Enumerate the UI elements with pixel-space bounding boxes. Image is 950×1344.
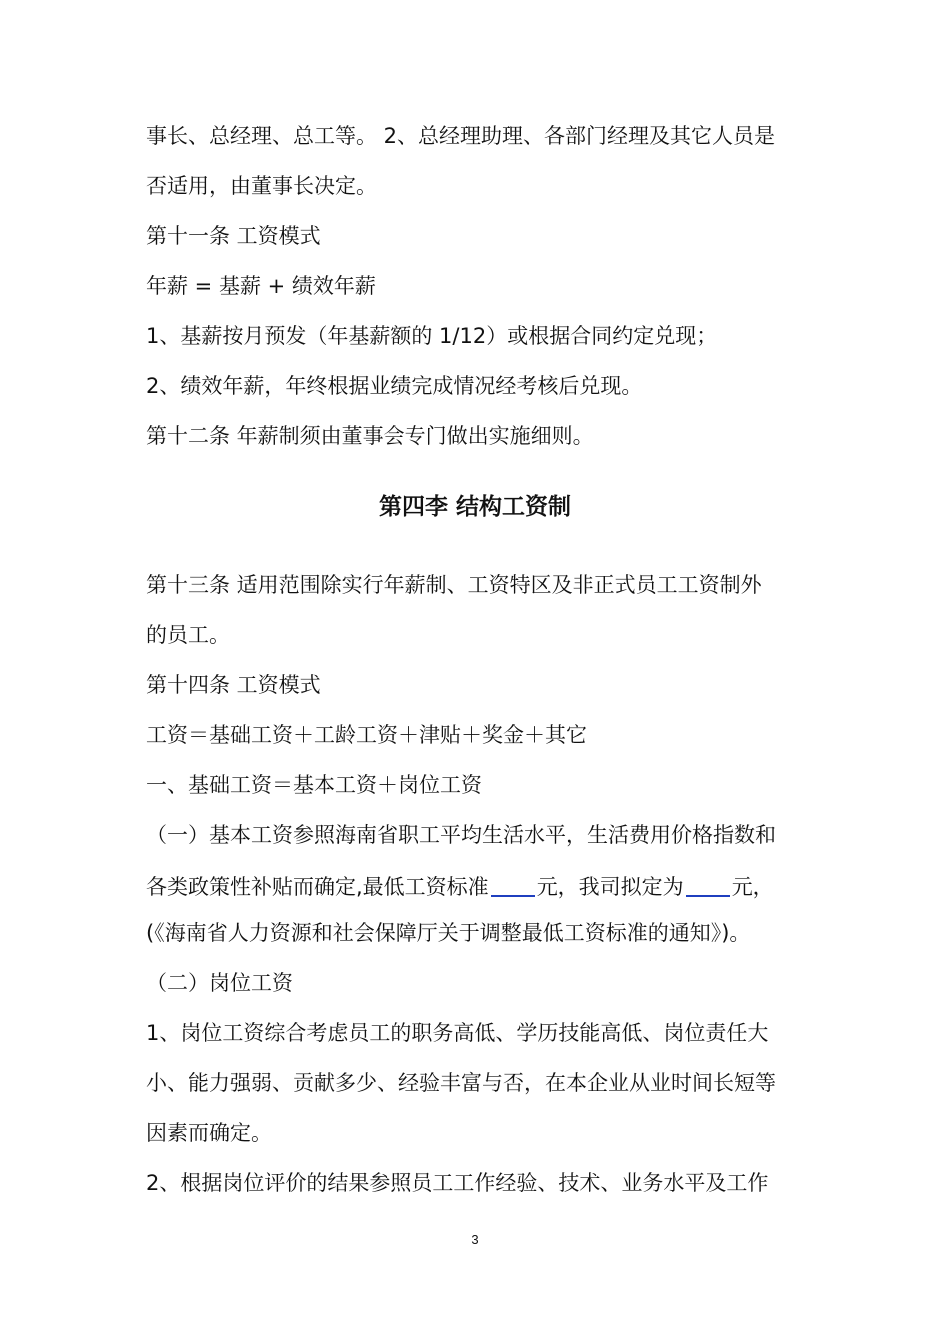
text-fragment: 元， bbox=[731, 875, 774, 899]
text-fragment: 各类政策性补贴而确定,最低工资标准 bbox=[146, 875, 489, 899]
text-line: （一）基本工资参照海南省职工平均生活水平，生活费用价格指数和 bbox=[146, 823, 776, 847]
article-12: 第十二条 年薪制须由董事会专门做出实施细则。 bbox=[146, 424, 594, 448]
formula-salary: 工资＝基础工资＋工龄工资＋津贴＋奖金＋其它 bbox=[146, 723, 587, 747]
text-line: 否适用，由董事长决定。 bbox=[146, 174, 377, 198]
formula-annual-salary: 年薪 = 基薪 + 绩效年薪 bbox=[146, 274, 376, 298]
text-line: 1、基薪按月预发（年基薪额的 1/12）或根据合同约定兑现； bbox=[146, 324, 718, 348]
subsection-heading: （二）岗位工资 bbox=[146, 971, 293, 995]
page-number: 3 bbox=[471, 1232, 479, 1247]
text-line: 的员工。 bbox=[146, 623, 230, 647]
article-14-heading: 第十四条 工资模式 bbox=[146, 673, 321, 697]
text-line: (《海南省人力资源和社会保障厅关于调整最低工资标准的通知》)。 bbox=[146, 921, 751, 945]
text-line: 一、基础工资＝基本工资＋岗位工资 bbox=[146, 773, 482, 797]
text-line: 事长、总经理、总工等。 2、总经理助理、各部门经理及其它人员是 bbox=[146, 124, 776, 148]
fill-in-blank[interactable] bbox=[491, 873, 535, 897]
text-line: 2、根据岗位评价的结果参照员工工作经验、技术、业务水平及工作 bbox=[146, 1171, 769, 1195]
text-line: 小、能力强弱、贡献多少、经验丰富与否，在本企业从业时间长短等 bbox=[146, 1071, 776, 1095]
text-line: 2、绩效年薪，年终根据业绩完成情况经考核后兑现。 bbox=[146, 374, 643, 398]
minimum-wage-line bbox=[146, 870, 774, 902]
text-line: 因素而确定。 bbox=[146, 1121, 272, 1145]
fill-in-blank[interactable] bbox=[686, 873, 730, 897]
section-heading: 第四李 结构工资制 bbox=[378, 494, 571, 520]
article-13: 第十三条 适用范围除实行年薪制、工资特区及非正式员工工资制外 bbox=[146, 573, 762, 597]
article-11-heading: 第十一条 工资模式 bbox=[146, 224, 321, 248]
text-line: 1、岗位工资综合考虑员工的职务高低、学历技能高低、岗位责任大 bbox=[146, 1021, 769, 1045]
text-fragment: 元，我司拟定为 bbox=[536, 875, 684, 899]
